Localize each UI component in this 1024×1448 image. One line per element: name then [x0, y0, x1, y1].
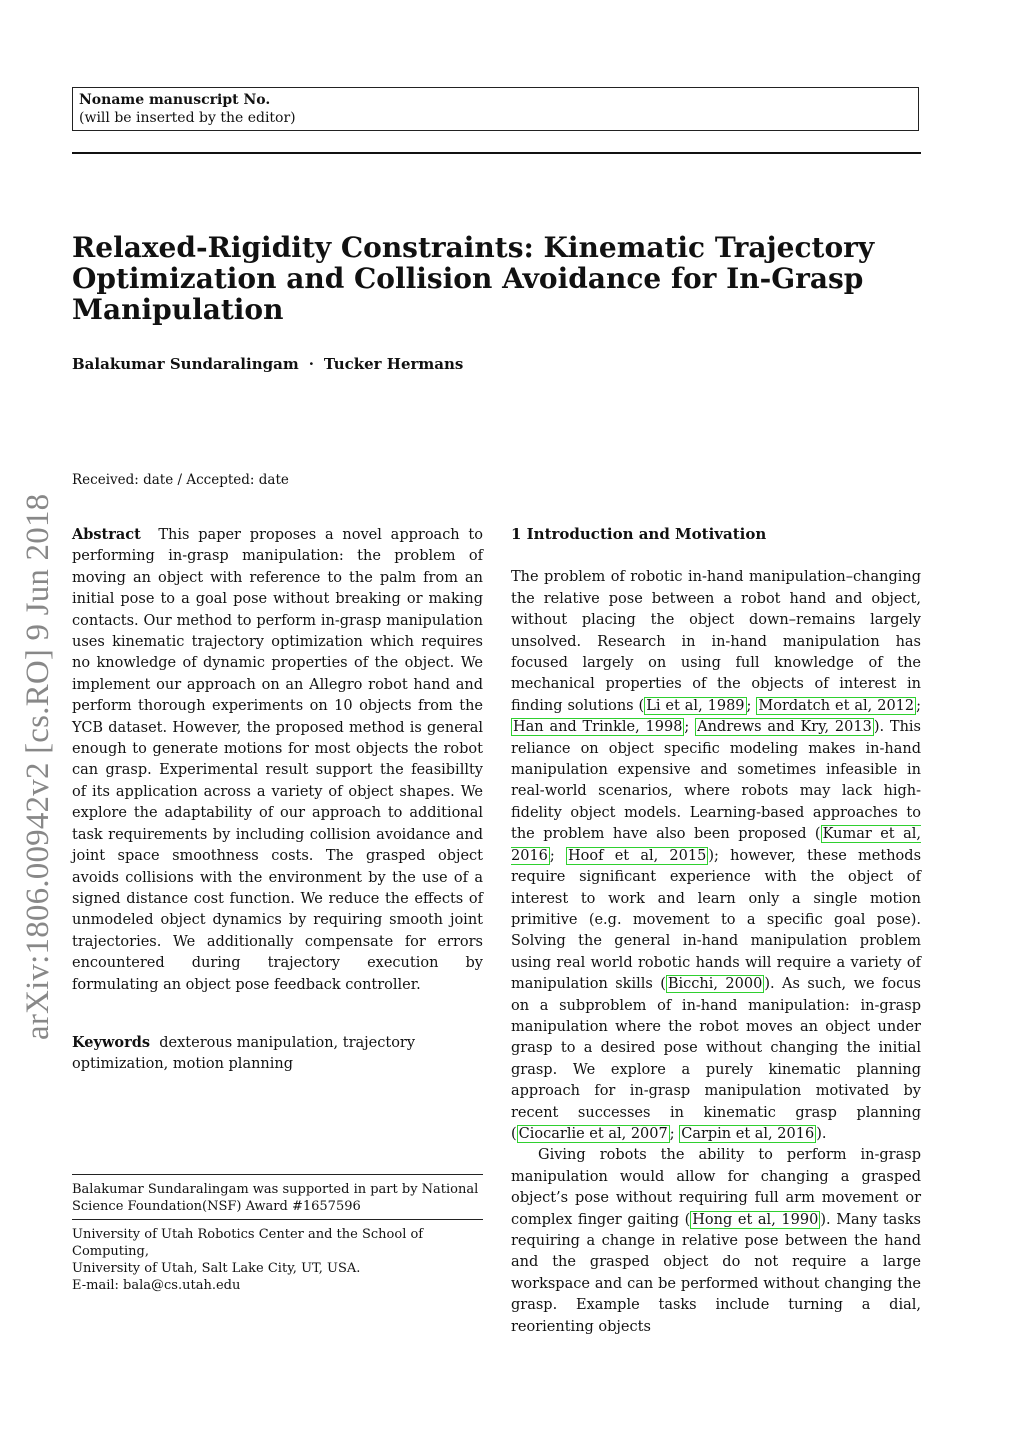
editor-note-box — [72, 87, 919, 131]
citation-link[interactable]: Andrews and Kry, 2013 — [697, 719, 872, 736]
citation-sep: ; — [746, 697, 757, 714]
footnote-rule-2 — [72, 1219, 483, 1220]
citation-link[interactable]: Kumar et al, 2016 — [511, 826, 921, 864]
section-heading: 1 Introduction and Motivation — [511, 525, 767, 543]
intro-paragraph-2 — [511, 1145, 921, 1338]
funding-footnote: Balakumar Sundaralingam was supported in part by National Science Foundation(NSF) Award #1657596 — [72, 1182, 479, 1214]
text-run: Giving robots the ability to perform in-grasp manipulation would allow for changing a grasped object’s pose without requiring full arm movement or complex finger gaiting ( — [511, 1147, 921, 1228]
citation-sep: ; — [669, 1125, 680, 1142]
author-separator: · — [308, 355, 314, 373]
intro-paragraph-1 — [511, 567, 921, 1145]
author-1: Balakumar Sundaralingam — [72, 355, 299, 373]
paper-title: Relaxed-Rigidity Constraints: Kinematic Trajectory Optimization and Collision Avoidance for In-Grasp Manipulation — [72, 231, 875, 326]
header-rule — [72, 152, 921, 154]
text-run: ). — [816, 1125, 827, 1142]
citation-link[interactable]: Mordatch et al, 2012 — [758, 697, 915, 714]
citation-sep: ; — [684, 719, 696, 736]
author-email[interactable]: E-mail: bala@cs.utah.edu — [72, 1278, 241, 1293]
citation-sep: ; — [549, 847, 567, 864]
abstract-text: This paper proposes a novel approach to performing in-grasp manipulation: the problem of moving an object with reference to the palm from an initial pose to a goal pose without breaking or making contacts. Our method to perform in-grasp manipulation uses kinematic trajectory optimization which requires no knowledge of dynamic properties of the object. We implement our approach on an Allegro robot hand and perform thorough experiments on 10 objects from the YCB dataset. However, the proposed method is general enough to generate motions for most objects the robot can grasp. Experimental result support the feasibillty of its application across a variety of object shapes. We explore the adaptability of our approach to additional task requirements by including collision avoidance and joint space smoothness costs. The grasped object avoids collisions with the environment by the use of a signed distance cost function. We reduce the effects of unmodeled object dynamics by requiring smooth joint trajectories. We additionally compensate for errors encountered during trajectory execution by formulating an object pose feedback controller. — [72, 527, 483, 993]
citation-link[interactable]: Ciocarlie et al, 2007 — [518, 1125, 668, 1142]
arxiv-stamp[interactable]: arXiv:1806.00942v2 [cs.RO] 9 Jun 2018 — [20, 493, 56, 1040]
text-run: ). This reliance on object specific modeling makes in-hand manipulation expensive and sometimes infeasible in real-world scenarios, where robots may lack high-fidelity object models. Learning-based approaches to the problem have also been proposed ( — [511, 719, 921, 843]
citation-link[interactable]: Han and Trinkle, 1998 — [513, 719, 683, 736]
abstract-label: Abstract — [72, 526, 141, 543]
citation-link[interactable]: Bicchi, 2000 — [667, 976, 763, 993]
text-run: ). As such, we focus on a subproblem of in-hand manipulation: in-grasp manipulation where the robot moves an object under grasp to a desired pose without changing the initial grasp. We explore a purely kinematic planning approach for in-grasp manipulation motivated by recent successes in kinematic grasp planning ( — [511, 976, 921, 1142]
citation-link[interactable]: Hoof et al, 2015 — [568, 847, 707, 864]
text-run: ); however, these methods require significant experience with the object of interest to work and learn only a single motion primitive (e.g. movement to a specific goal pose). Solving the general in-hand manipulation problem using real world robotic hands will require a variety of manipulation skills ( — [511, 847, 922, 993]
citation-link[interactable]: Li et al, 1989 — [646, 697, 745, 714]
keywords-label: Keywords — [72, 1033, 151, 1051]
manuscript-number: Noname manuscript No. — [79, 92, 271, 108]
text-run: ). Many tasks requiring a change in relative pose between the hand and the grasped object do not require a large workspace and can be performed without changing the grasp. Example tasks include turning a dial, reorienting objects — [511, 1211, 921, 1335]
text-run: The problem of robotic in-hand manipulation–changing the relative pose between a robot hand and object, without placing the object down–remains largely unsolved. Research in in-hand manipulation has focused largely on using full knowledge of the mechanical properties of the objects of interest in finding solutions ( — [511, 569, 921, 714]
keywords-text: dexterous manipulation, trajectory optimization, motion planning — [72, 1034, 416, 1073]
affiliation-line-2: University of Utah, Salt Lake City, UT, USA. — [72, 1261, 361, 1276]
abstract — [72, 524, 483, 996]
right-column — [511, 524, 921, 1338]
left-column — [72, 524, 483, 1076]
affiliation-footnote — [72, 1226, 483, 1294]
citation-link[interactable]: Carpin et al, 2016 — [681, 1125, 815, 1142]
citation-sep: ; — [916, 697, 922, 714]
author-2: Tucker Hermans — [323, 355, 464, 373]
author-list — [72, 355, 463, 373]
received-date: Received: date / Accepted: date — [72, 472, 289, 488]
footnote-rule — [72, 1174, 483, 1175]
citation-link[interactable]: Hong et al, 1990 — [692, 1211, 819, 1228]
affiliation-line-1: University of Utah Robotics Center and the School of Computing, — [72, 1227, 424, 1259]
editor-note: (will be inserted by the editor) — [79, 110, 296, 126]
keywords — [72, 1032, 483, 1076]
